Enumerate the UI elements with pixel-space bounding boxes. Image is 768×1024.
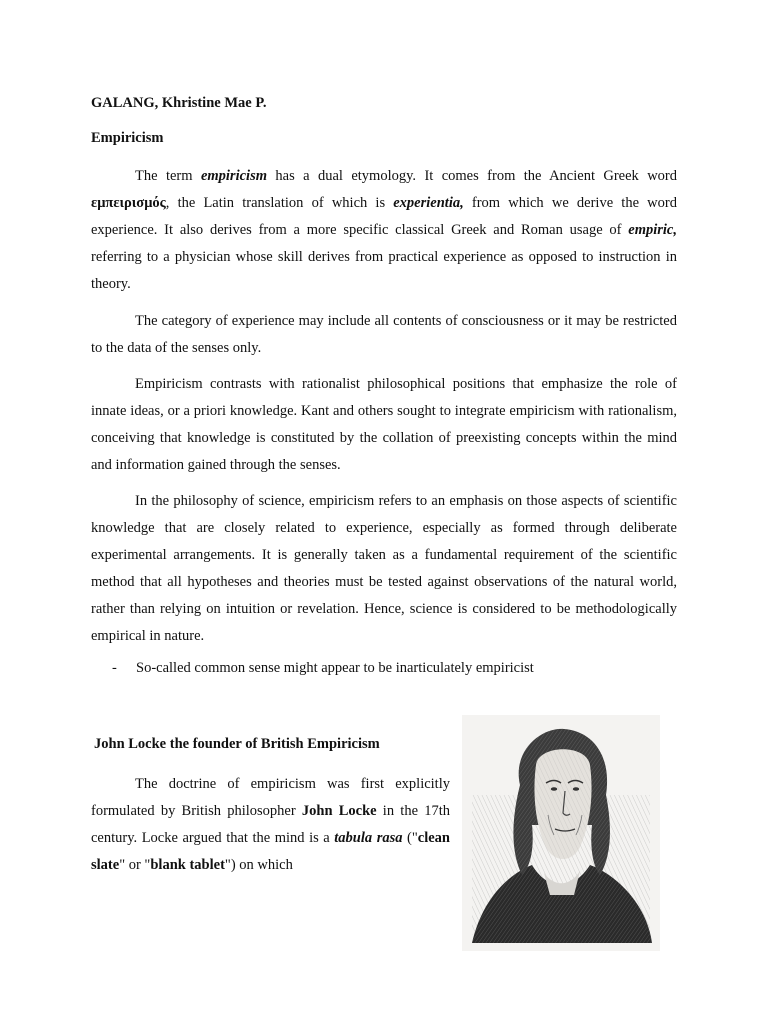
text-run: The term <box>135 168 201 184</box>
paragraph-text: Empiricism contrasts with rationalist philosophical positions that emphasize the role of innate ideas, or a priori knowledge. Kant and others sought to integrate empiricism with rationalism, conceiving that knowledge is constituted by the collation of preexisting concepts within the mind and information gained through the senses. <box>91 376 677 473</box>
author-name: GALANG, Khristine Mae P. <box>91 95 267 111</box>
text-run: , the Latin translation of which is <box>165 195 394 211</box>
text-run: ") on which <box>224 857 293 873</box>
term-blank-tablet: blank tablet <box>150 857 225 873</box>
term-tabula-rasa: tabula rasa <box>334 830 403 846</box>
text-run: has a dual etymology. It comes from the Ancient Greek word <box>267 168 677 184</box>
bullet-text: So-called common sense might appear to be inarticulately empiricist <box>136 660 534 676</box>
portrait-caption: JOHN LOCKE. <box>539 939 583 945</box>
term-empiric: empiric, <box>628 222 677 238</box>
paragraph-etymology <box>91 163 677 298</box>
bullet-item <box>112 660 534 677</box>
paragraph-text: The category of experience may include all contents of consciousness or it may be restricted to the data of the senses only. <box>91 313 677 356</box>
john-locke-portrait <box>462 715 660 951</box>
paragraph-text: In the philosophy of science, empiricism refers to an emphasis on those aspects of scientific knowledge that are closely related to experience, especially as formed through deliberate experimental arrangements. It is generally taken as a fundamental requirement of the scientific method that all hypotheses and theories must be tested against observations of the natural world, rather than relying on intuition or revelation. Hence, science is considered to be methodologically empirical in nature. <box>91 493 677 644</box>
text-run: from which we derive the word experience. It also derives from a more specific classical Greek and Roman usage of <box>91 195 677 238</box>
paragraph-locke <box>91 771 450 879</box>
text-run: referring to a physician whose skill derives from practical experience as opposed to instruction in theory. <box>91 249 677 292</box>
text-run: The doctrine of empiricism was first explicitly formulated by British philosopher <box>91 776 450 819</box>
text-run: " or " <box>119 857 151 873</box>
greek-word: εμπειρισμός <box>91 195 166 211</box>
paragraph-category <box>91 308 677 362</box>
term-empiricism: empiricism <box>200 168 267 184</box>
term-clean-slate: clean slate <box>91 830 450 873</box>
paragraph-rationalism <box>91 371 677 479</box>
heading-john-locke: John Locke the founder of British Empiricism <box>94 736 380 752</box>
term-experientia: experientia, <box>393 195 464 211</box>
heading-empiricism: Empiricism <box>91 130 164 146</box>
portrait-engraving <box>462 715 660 951</box>
name-john-locke: John Locke <box>301 803 377 819</box>
paragraph-science <box>91 488 677 650</box>
bullet-dash: - <box>112 660 117 676</box>
text-run: in the 17th century. Locke argued that the mind is a <box>91 803 450 846</box>
text-run: (" <box>402 830 418 846</box>
